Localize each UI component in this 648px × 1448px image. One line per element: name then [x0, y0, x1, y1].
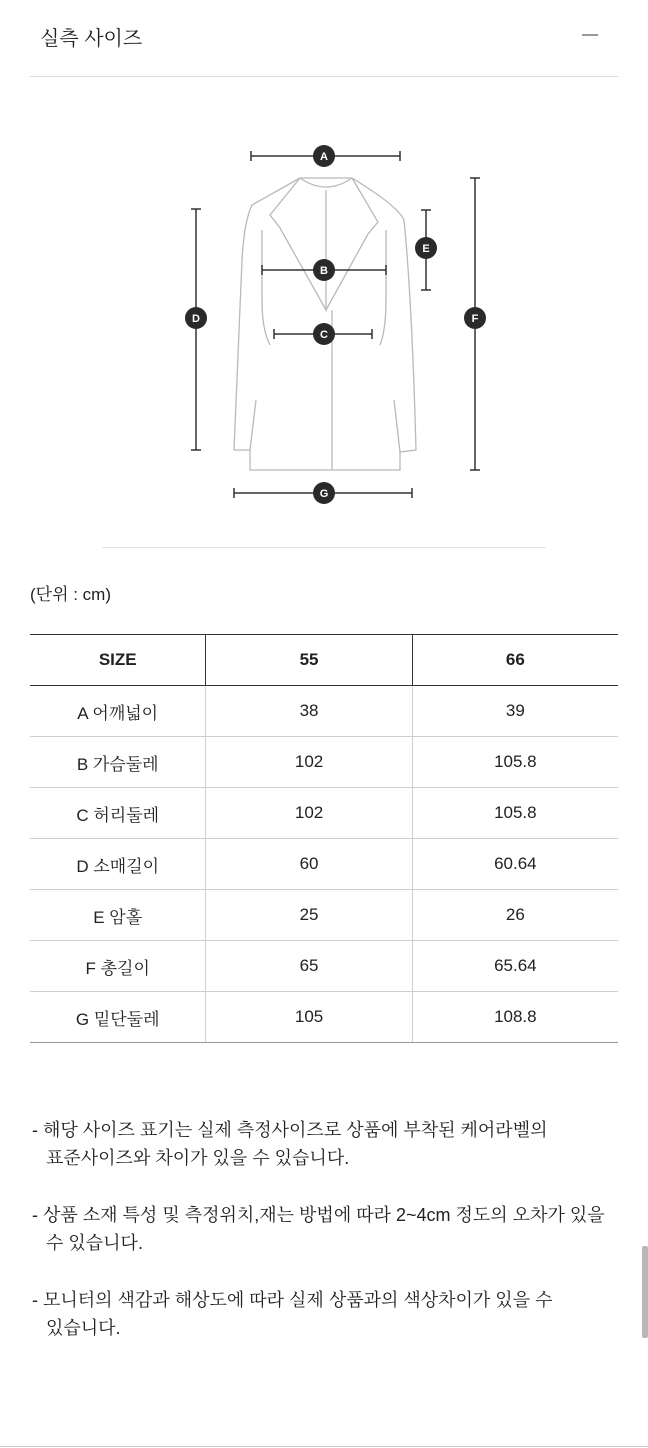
label-c: C — [320, 329, 328, 341]
table-row — [30, 992, 618, 1043]
table-row — [30, 941, 618, 992]
label-f: F — [471, 313, 479, 325]
table-row — [30, 839, 618, 890]
row-value-66: 105.8 — [412, 788, 618, 839]
size-table — [30, 634, 618, 1043]
size-section-header[interactable] — [30, 0, 618, 77]
row-value-66: 105.8 — [412, 737, 618, 788]
jacket-measurement-diagram — [0, 130, 648, 530]
label-g: G — [319, 488, 329, 500]
diagram-divider — [102, 547, 546, 548]
note-line: - 해당 사이즈 표기는 실제 측정사이즈로 상품에 부착된 케어라벨의 — [32, 1120, 548, 1140]
label-d: D — [192, 313, 200, 325]
size-notes — [32, 1116, 612, 1371]
row-label: E 암홀 — [30, 890, 206, 941]
row-label: D 소매길이 — [30, 839, 206, 890]
row-value-55: 102 — [206, 737, 412, 788]
bottom-divider — [0, 1446, 648, 1447]
row-value-66: 65.64 — [412, 941, 618, 992]
section-title: 실측 사이즈 — [40, 28, 143, 50]
label-b: B — [320, 265, 328, 277]
row-label: G 밑단둘레 — [30, 992, 206, 1043]
note-line: - 모니터의 색감과 해상도에 따라 실제 상품과의 색상차이가 있을 수 — [32, 1290, 553, 1310]
header-size: SIZE — [30, 635, 206, 686]
header-66: 66 — [412, 635, 618, 686]
note-line: - 상품 소재 특성 및 측정위치,재는 방법에 따라 2~4cm 정도의 오차가 있을 — [32, 1205, 605, 1225]
note-line-continued: 표준사이즈와 차이가 있을 수 있습니다. — [46, 1148, 350, 1168]
label-a: A — [320, 151, 328, 163]
note-line-continued: 있습니다. — [46, 1318, 121, 1338]
row-value-55: 60 — [206, 839, 412, 890]
row-value-66: 39 — [412, 686, 618, 737]
scrollbar-thumb[interactable] — [642, 1246, 648, 1338]
row-value-66: 60.64 — [412, 839, 618, 890]
row-value-55: 25 — [206, 890, 412, 941]
row-value-66: 26 — [412, 890, 618, 941]
row-value-66: 108.8 — [412, 992, 618, 1043]
row-label: A 어깨넓이 — [30, 686, 206, 737]
note-item — [32, 1201, 612, 1257]
label-e: E — [422, 243, 430, 255]
note-item — [32, 1116, 612, 1172]
note-item — [32, 1286, 612, 1342]
row-label: B 가슴둘레 — [30, 737, 206, 788]
table-header-row — [30, 635, 618, 686]
table-row — [30, 890, 618, 941]
table-row — [30, 737, 618, 788]
row-label: F 총길이 — [30, 941, 206, 992]
table-row — [30, 686, 618, 737]
row-value-55: 102 — [206, 788, 412, 839]
unit-note: (단위 : cm) — [30, 585, 111, 604]
row-value-55: 105 — [206, 992, 412, 1043]
row-value-55: 65 — [206, 941, 412, 992]
note-line-continued: 수 있습니다. — [46, 1233, 143, 1253]
table-row — [30, 788, 618, 839]
row-label: C 허리둘레 — [30, 788, 206, 839]
row-value-55: 38 — [206, 686, 412, 737]
header-55: 55 — [206, 635, 412, 686]
minus-icon[interactable] — [582, 34, 598, 36]
